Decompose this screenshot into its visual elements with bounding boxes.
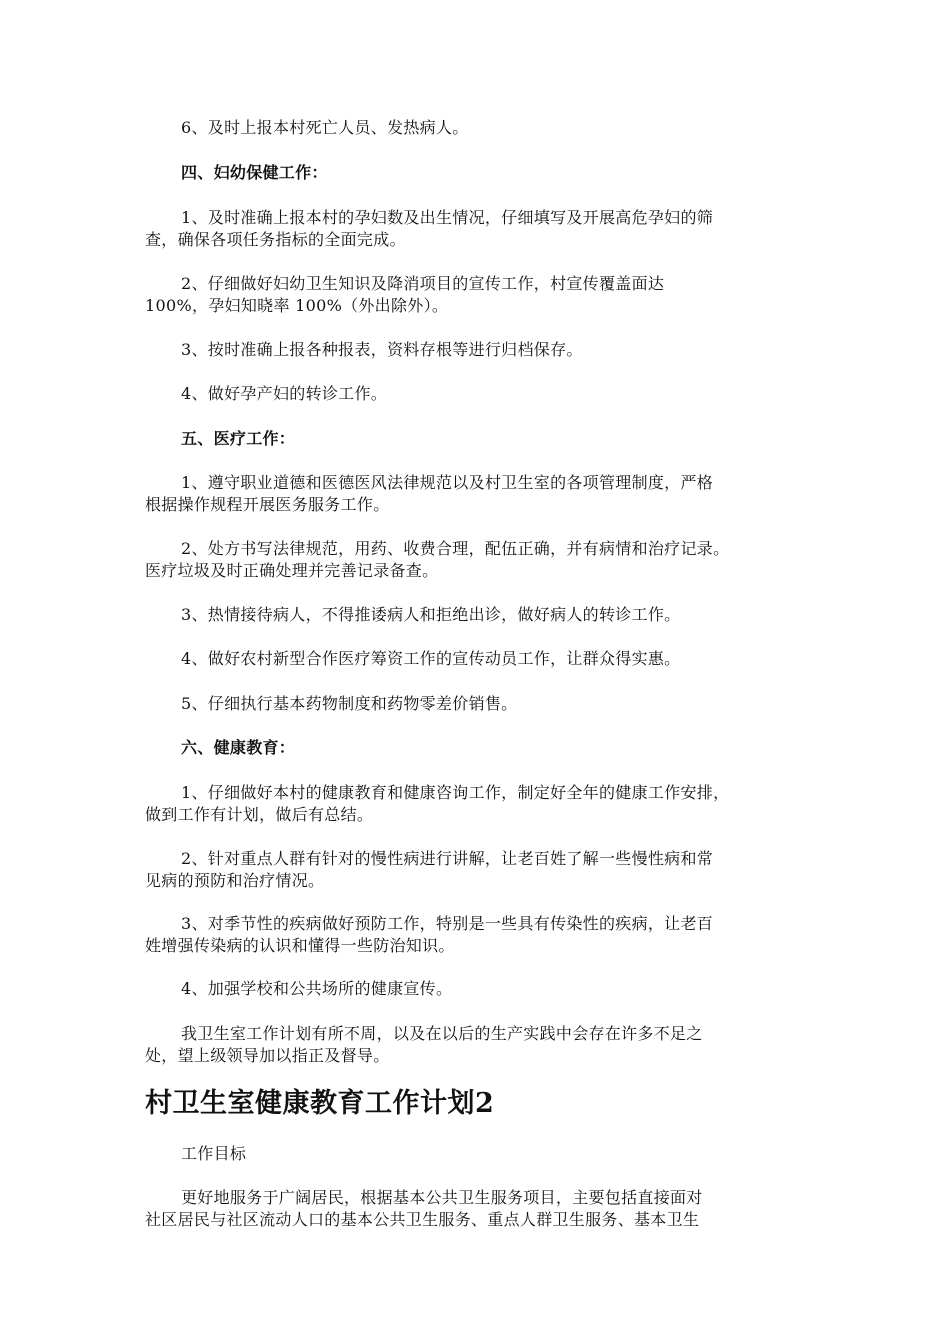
paragraph-text: 工作目标 — [181, 1144, 247, 1163]
paragraph-medical-1 — [145, 472, 815, 516]
paragraph-line: 3、对季节性的疾病做好预防工作，特别是一些具有传染性的疾病，让老百 — [181, 914, 714, 933]
paragraph-line: 2、针对重点人群有针对的慢性病进行讲解，让老百姓了解一些慢性病和常 — [181, 849, 714, 868]
title-text: 村卫生室健康教育工作计划2 — [145, 1088, 495, 1119]
paragraph-goal-label — [145, 1143, 815, 1165]
paragraph-text: 5、仔细执行基本药物制度和药物零差价销售。 — [181, 694, 518, 713]
paragraph-education-4 — [145, 978, 815, 1000]
paragraph-medical-3 — [145, 604, 815, 626]
paragraph-text: 4、做好农村新型合作医疗筹资工作的宣传动员工作，让群众得实惠。 — [181, 649, 681, 668]
paragraph-medical-2 — [145, 538, 815, 582]
paragraph-line: 做到工作有计划，做后有总结。 — [145, 805, 374, 824]
paragraph-medical-5 — [145, 693, 815, 715]
heading-text: 五、医疗工作： — [181, 429, 296, 448]
paragraph-medical-4 — [145, 648, 815, 670]
paragraph-line: 2、仔细做好妇幼卫生知识及降消项目的宣传工作，村宣传覆盖面达 — [181, 274, 665, 293]
paragraph-line: 查，确保各项任务指标的全面完成。 — [145, 230, 406, 249]
paragraph-line: 更好地服务于广阔居民，根据基本公共卫生服务项目，主要包括直接面对 — [181, 1188, 703, 1207]
paragraph-line: 100%，孕妇知晓率 100%（外出除外）。 — [145, 296, 449, 315]
heading-text: 六、健康教育： — [181, 738, 296, 757]
paragraph-line: 根据操作规程开展医务服务工作。 — [145, 495, 390, 514]
section-heading-medical-work — [145, 428, 815, 450]
paragraph-education-1 — [145, 782, 815, 826]
paragraph-education-2 — [145, 848, 815, 892]
paragraph-closing — [145, 1023, 815, 1067]
paragraph-text: 3、热情接待病人，不得推诿病人和拒绝出诊，做好病人的转诊工作。 — [181, 605, 681, 624]
paragraph-text: 4、加强学校和公共场所的健康宣传。 — [181, 979, 453, 998]
section-heading-maternal-health — [145, 162, 815, 184]
paragraph-line: 见病的预防和治疗情况。 — [145, 871, 325, 890]
paragraph-line: 处，望上级领导加以指正及督导。 — [145, 1046, 390, 1065]
paragraph-text: 6、及时上报本村死亡人员、发热病人。 — [181, 118, 469, 137]
paragraph-line: 姓增强传染病的认识和懂得一些防治知识。 — [145, 936, 455, 955]
paragraph-line: 1、遵守职业道德和医德医风法律规范以及村卫生室的各项管理制度，严格 — [181, 473, 714, 492]
paragraph-goal — [145, 1187, 815, 1231]
paragraph-line: 1、仔细做好本村的健康教育和健康咨询工作，制定好全年的健康工作安排， — [181, 783, 730, 802]
paragraph-education-3 — [145, 913, 815, 957]
paragraph-text: 4、做好孕产妇的转诊工作。 — [181, 384, 388, 403]
paragraph-line: 医疗垃圾及时正确处理并完善记录备查。 — [145, 561, 439, 580]
paragraph-item-6 — [145, 117, 815, 139]
heading-text: 四、妇幼保健工作： — [181, 163, 328, 182]
paragraph-line: 1、及时准确上报本村的孕妇数及出生情况，仔细填写及开展高危孕妇的筛 — [181, 208, 714, 227]
paragraph-maternal-3 — [145, 339, 815, 361]
paragraph-maternal-2 — [145, 273, 815, 317]
paragraph-line: 我卫生室工作计划有所不周，以及在以后的生产实践中会存在许多不足之 — [181, 1024, 703, 1043]
paragraph-text: 3、按时准确上报各种报表，资料存根等进行归档保存。 — [181, 340, 583, 359]
paragraph-line: 社区居民与社区流动人口的基本公共卫生服务、重点人群卫生服务、基本卫生 — [145, 1210, 700, 1229]
document-title — [145, 1087, 815, 1121]
paragraph-line: 2、处方书写法律规范，用药、收费合理，配伍正确，并有病情和治疗记录。 — [181, 539, 730, 558]
paragraph-maternal-4 — [145, 383, 815, 405]
paragraph-maternal-1 — [145, 207, 815, 251]
section-heading-health-education — [145, 737, 815, 759]
